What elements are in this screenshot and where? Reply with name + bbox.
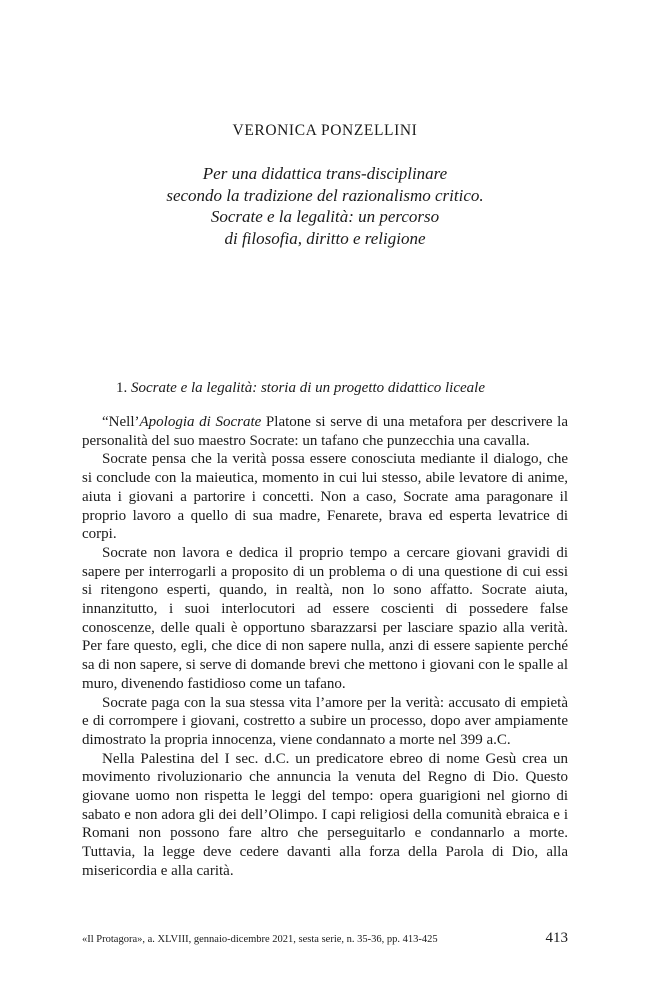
title-line: di filosofia, diritto e religione xyxy=(224,228,426,248)
page-footer xyxy=(82,930,568,947)
paragraph: Nella Palestina del I sec. d.C. un predicatore ebreo di nome Gesù crea un movimento rivoluzionario che annuncia la venuta del Regno di Dio. Questo giovane uomo non rispetta le leggi del tempo: opera guarigioni nel giorno di sabato e non adora gli dei dell’Olimpo. I capi religiosi della comunità ebraica e i Romani non possono fare altro che perseguitarlo e condannarlo a morte. Tuttavia, la legge deve cedere davanti alla forza della Parola di Dio, alla misericordia e alla carità. xyxy=(82,750,568,879)
section-heading xyxy=(116,380,576,397)
paragraph-rest: Platone si serve di una metafora per descrivere la personalità del suo maestro Socrate: un tafano che punzecchia una cavalla. xyxy=(82,414,568,449)
title-line: Per una didattica trans-disciplinare xyxy=(202,164,448,183)
page-number: 413 xyxy=(545,930,568,946)
section-title: Socrate e la legalità: storia di un progetto didattico liceale xyxy=(131,380,485,396)
article-title xyxy=(0,163,650,249)
paragraph: Socrate non lavora e dedica il proprio tempo a cercare giovani gravidi di sapere per interrogarli a proposito di un problema o di una questione di cui essi si ritengono esperti, quando, in realtà, non lo sono affatto. Socrate aiuta, innanzitutto, i suoi interlocutori ad essere coscienti di possedere false conoscenze, delle quali è opportuno sbarazzarsi per lasciare spazio alla verità. Per fare questo, egli, che dice di non sapere nulla, anzi di essere sapiente perché sa di non sapere, si serve di domande brevi che mettono i giovani con le spalle al muro, divenendo fastidioso come un tafano. xyxy=(82,544,568,692)
title-line: Socrate e la legalità: un percorso xyxy=(210,207,440,226)
journal-citation: «Il Protagora», a. XLVIII, gennaio-dicembre 2021, sesta serie, n. 35-36, pp. 413-425 xyxy=(82,934,438,945)
paragraph: Socrate paga con la sua stessa vita l’amore per la verità: accusato di empietà e di corrompere i giovani, costretto a subire un processo, dopo aver ampiamente dimostrato la propria innocenza, viene condannato a morte nel 399 a.C. xyxy=(82,694,568,748)
section-number: 1. xyxy=(116,380,128,396)
author-name: VERONICA PONZELLINI xyxy=(232,122,418,139)
paragraph: Socrate pensa che la verità possa essere conosciuta mediante il dialogo, che si conclude con la maieutica, momento in cui lui stesso, abile levatore di anime, aiuta i giovani a partorire i concetti. Non a caso, Socrate ama paragonare il proprio lavoro a quello di sua madre, Fenarete, brava ed esperta levatrice di corpi. xyxy=(82,451,568,543)
work-title-italic: Apologia di Socrate xyxy=(139,414,262,430)
paragraph-start: “Nell’ xyxy=(102,414,140,430)
title-line: secondo la tradizione del razionalismo critico. xyxy=(166,185,484,205)
article-body xyxy=(82,413,568,881)
paragraph xyxy=(82,413,568,450)
